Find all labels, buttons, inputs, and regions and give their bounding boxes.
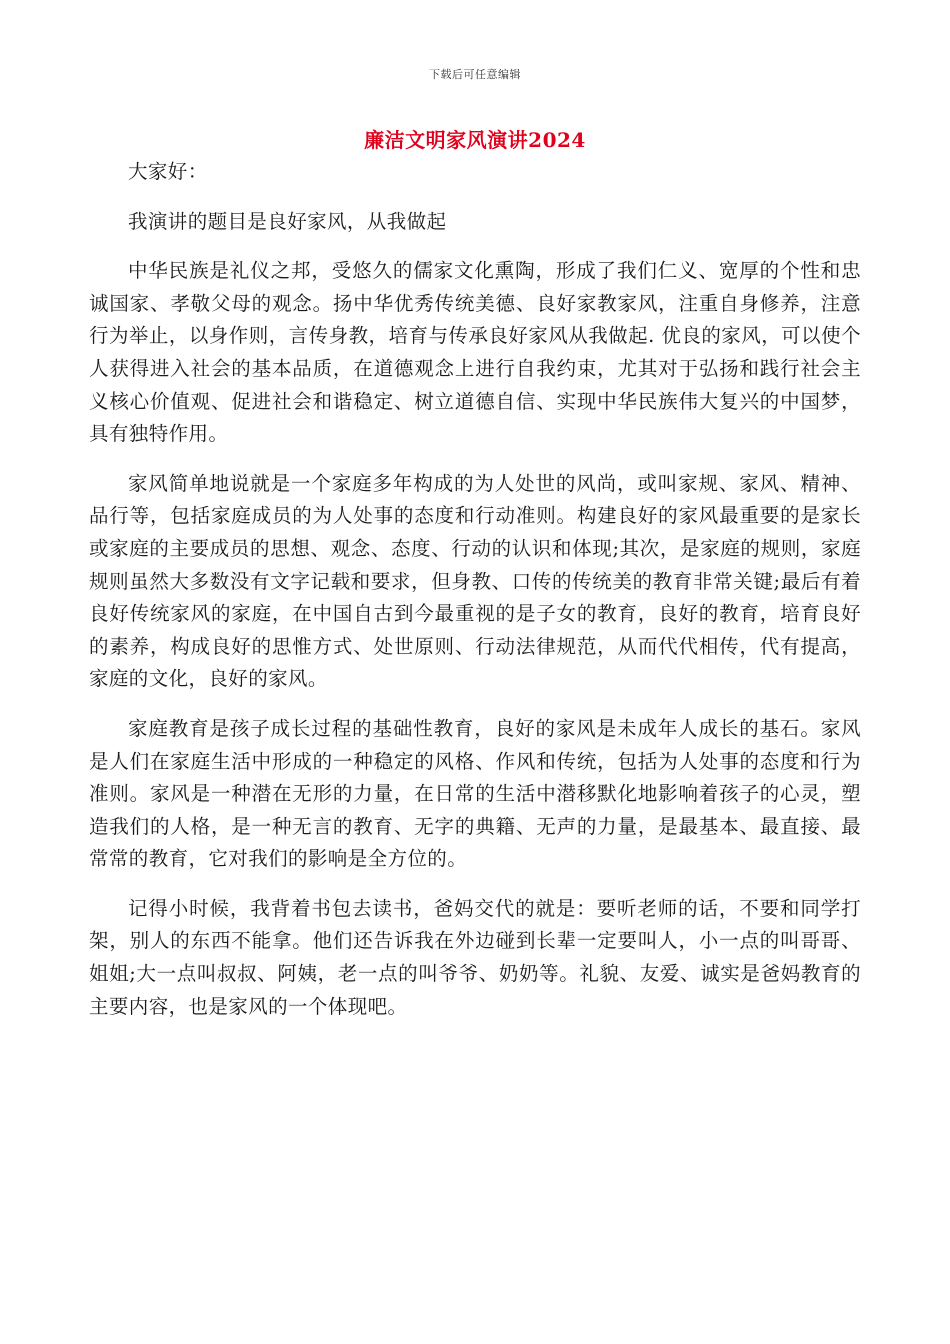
document-title: 廉洁文明家风演讲2024 xyxy=(364,128,586,152)
topic-paragraph: 我演讲的题目是良好家风，从我做起 xyxy=(128,209,447,233)
body-paragraph: 家风简单地说就是一个家庭多年构成的为人处世的风尚，或叫家规、家风、精神、品行等，包括家庭成员的为人处事的态度和行动准则。构建良好的家风最重要的是家长或家庭的主要成员的思想、观念、态度、行动的认识和体现;其次，是家庭的规则，家庭规则虽然大多数没有文字记载和要求，但身教、口传的传统美的教育非常关键;最后有着良好传统家风的家庭，在中国自古到今最重视的是子女的教育，良好的教育，培育良好的素养，构成良好的思惟方式、处世原则、行动法律规范，从而代代相传，代有提高，家庭的文化，良好的家风。 xyxy=(89,471,861,691)
body-paragraph: 家庭教育是孩子成长过程的基础性教育，良好的家风是未成年人成长的基石。家风是人们在家庭生活中形成的一种稳定的风格、作风和传统，包括为人处事的态度和行为准则。家风是一种潜在无形的力量，在日常的生活中潜移默化地影响着孩子的心灵，塑造我们的人格，是一种无言的教育、无字的典籍、无声的力量，是最基本、最直接、最常常的教育，它对我们的影响是全方位的。 xyxy=(89,716,861,871)
body-paragraph: 记得小时候，我背着书包去读书，爸妈交代的就是：要听老师的话，不要和同学打架，别人的东西不能拿。他们还告诉我在外边碰到长辈一定要叫人，小一点的叫哥哥、姐姐;大一点叫叔叔、阿姨，老一点的叫爷爷、奶奶等。礼貌、友爱、诚实是爸妈教育的主要内容，也是家风的一个体现吧。 xyxy=(89,896,861,1018)
greeting-paragraph: 大家好： xyxy=(128,160,208,183)
header-note: 下载后可任意编辑 xyxy=(429,68,521,81)
document-body xyxy=(89,156,861,1023)
body-paragraph: 中华民族是礼仪之邦，受悠久的儒家文化熏陶，形成了我们仁义、宽厚的个性和忠诚国家、孝敬父母的观念。扬中华优秀传统美德、良好家教家风，注重自身修养，注意行为举止，以身作则，言传身教，培育与传承良好家风从我做起. 优良的家风，可以使个人获得进入社会的基本品质，在道德观念上进行自我约束，尤其对于弘扬和践行社会主义核心价值观、促进社会和谐稳定、树立道德自信、实现中华民族伟大复兴的中国梦，具有独特作用。 xyxy=(89,259,861,446)
